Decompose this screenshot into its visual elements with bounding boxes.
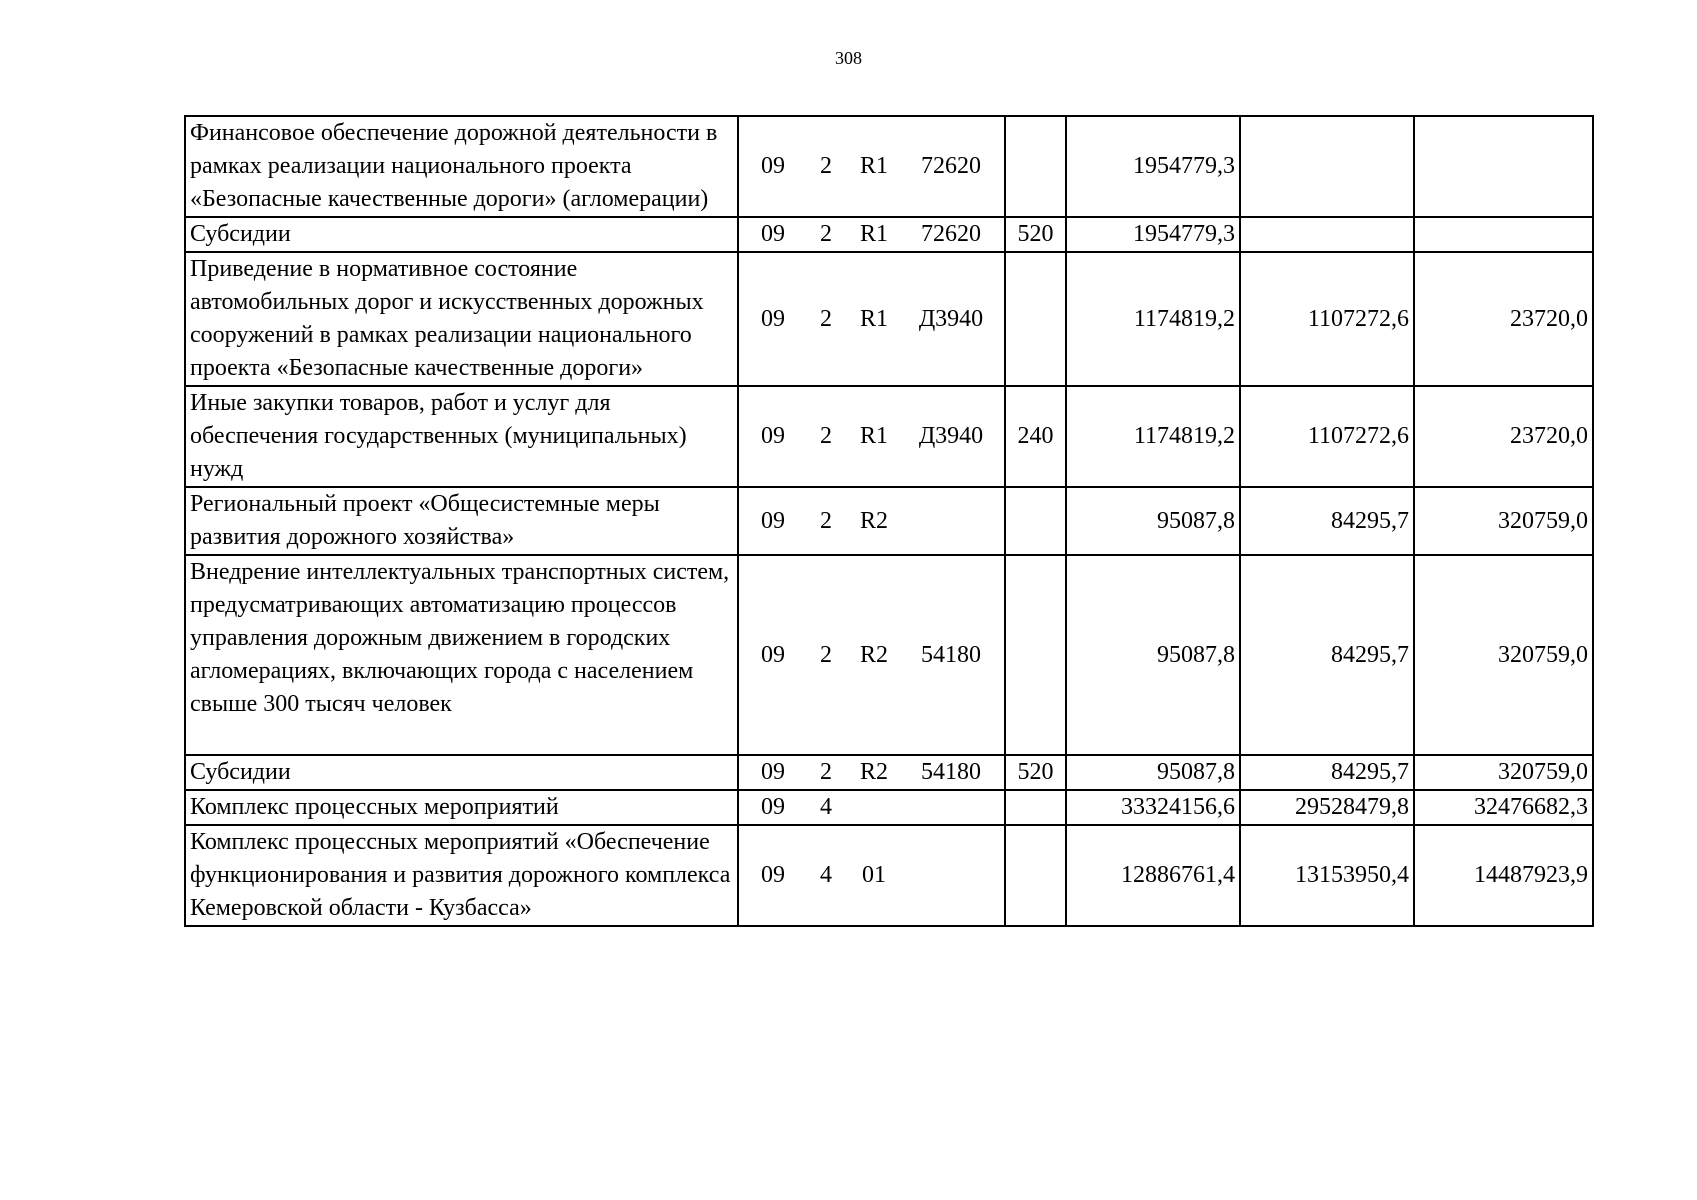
project-code: R1 — [859, 221, 888, 247]
row-codes — [738, 555, 1005, 755]
razdel-code: 09 — [761, 794, 785, 820]
expense-type-code: 520 — [1005, 217, 1066, 252]
amount-year-3: 32476682,3 — [1414, 790, 1593, 825]
project-code: R2 — [859, 507, 888, 534]
direction-code: 54180 — [921, 641, 981, 668]
table-row — [185, 790, 1593, 825]
program-code: 4 — [820, 862, 832, 888]
table-row — [185, 217, 1593, 252]
amount-year-1: 95087,8 — [1066, 487, 1240, 555]
direction-code: Д3940 — [918, 423, 984, 449]
direction-code: 72620 — [921, 153, 981, 179]
row-name: Субсидии — [185, 217, 738, 252]
razdel-code: 09 — [761, 641, 785, 668]
row-name: Комплекс процессных мероприятий — [185, 790, 738, 825]
row-name: Иные закупки товаров, работ и услуг для обеспечения государственных (муниципальных) нужд — [185, 386, 738, 487]
row-name: Комплекс процессных мероприятий «Обеспечение функционирования и развития дорожного комплекса Кемеровской области - Кузбасса» — [185, 825, 738, 926]
row-name: Внедрение интеллектуальных транспортных систем, предусматривающих автоматизацию процессов управления дорожным движением в городских агломерациях, включающих города с населением свыше 300 тысяч человек — [185, 555, 738, 755]
amount-year-3: 320759,0 — [1414, 555, 1593, 755]
table-row — [185, 555, 1593, 755]
program-code: 2 — [820, 221, 832, 247]
expense-type-code — [1005, 790, 1066, 825]
table-row — [185, 386, 1593, 487]
amount-year-2: 1107272,6 — [1240, 386, 1414, 487]
razdel-code: 09 — [761, 423, 785, 449]
amount-year-3 — [1414, 116, 1593, 217]
amount-year-2: 29528479,8 — [1240, 790, 1414, 825]
program-code: 4 — [820, 794, 832, 820]
table-row — [185, 825, 1593, 926]
row-codes — [738, 825, 1005, 926]
expense-type-code — [1005, 252, 1066, 386]
program-code: 2 — [820, 641, 832, 668]
razdel-code: 09 — [761, 221, 785, 247]
amount-year-3: 23720,0 — [1414, 386, 1593, 487]
project-code: R2 — [859, 759, 888, 785]
program-code: 2 — [820, 305, 832, 332]
row-codes — [738, 386, 1005, 487]
budget-table — [184, 115, 1594, 927]
razdel-code: 09 — [761, 153, 785, 179]
amount-year-3: 320759,0 — [1414, 487, 1593, 555]
direction-code: 54180 — [921, 759, 981, 785]
amount-year-1: 1174819,2 — [1066, 252, 1240, 386]
amount-year-2 — [1240, 217, 1414, 252]
expense-type-code — [1005, 487, 1066, 555]
row-name: Финансовое обеспечение дорожной деятельности в рамках реализации национального проекта «Безопасные качественные дороги» (агломерации) — [185, 116, 738, 217]
amount-year-1: 95087,8 — [1066, 755, 1240, 790]
amount-year-1: 95087,8 — [1066, 555, 1240, 755]
row-name: Субсидии — [185, 755, 738, 790]
amount-year-1: 12886761,4 — [1066, 825, 1240, 926]
amount-year-2: 84295,7 — [1240, 555, 1414, 755]
amount-year-2: 1107272,6 — [1240, 252, 1414, 386]
expense-type-code: 520 — [1005, 755, 1066, 790]
amount-year-2: 84295,7 — [1240, 755, 1414, 790]
razdel-code: 09 — [761, 759, 785, 785]
table-row — [185, 487, 1593, 555]
project-code: R2 — [859, 641, 888, 668]
expense-type-code — [1005, 555, 1066, 755]
project-code: R1 — [859, 153, 888, 179]
row-name: Региональный проект «Общесистемные меры развития дорожного хозяйства» — [185, 487, 738, 555]
razdel-code: 09 — [761, 507, 785, 534]
expense-type-code — [1005, 825, 1066, 926]
program-code: 2 — [820, 507, 832, 534]
amount-year-1: 1954779,3 — [1066, 217, 1240, 252]
expense-type-code — [1005, 116, 1066, 217]
program-code: 2 — [820, 423, 832, 449]
amount-year-3: 14487923,9 — [1414, 825, 1593, 926]
table-row — [185, 755, 1593, 790]
program-code: 2 — [820, 153, 832, 179]
razdel-code: 09 — [761, 862, 785, 888]
row-codes — [738, 116, 1005, 217]
row-codes — [738, 755, 1005, 790]
amount-year-3 — [1414, 217, 1593, 252]
project-code: 01 — [862, 862, 886, 888]
row-codes — [738, 487, 1005, 555]
row-codes — [738, 790, 1005, 825]
amount-year-3: 23720,0 — [1414, 252, 1593, 386]
amount-year-2: 84295,7 — [1240, 487, 1414, 555]
page-number: 308 — [835, 48, 862, 68]
expense-type-code: 240 — [1005, 386, 1066, 487]
direction-code: Д3940 — [918, 305, 984, 332]
row-name: Приведение в нормативное состояние автомобильных дорог и искусственных дорожных сооружений в рамках реализации национального проекта «Безопасные качественные дороги» — [185, 252, 738, 386]
amount-year-2: 13153950,4 — [1240, 825, 1414, 926]
row-codes — [738, 217, 1005, 252]
direction-code: 72620 — [921, 221, 981, 247]
amount-year-1: 33324156,6 — [1066, 790, 1240, 825]
amount-year-3: 320759,0 — [1414, 755, 1593, 790]
amount-year-1: 1954779,3 — [1066, 116, 1240, 217]
razdel-code: 09 — [761, 305, 785, 332]
amount-year-1: 1174819,2 — [1066, 386, 1240, 487]
table-row — [185, 252, 1593, 386]
project-code: R1 — [859, 423, 888, 449]
amount-year-2 — [1240, 116, 1414, 217]
table-row — [185, 116, 1593, 217]
program-code: 2 — [820, 759, 832, 785]
row-codes — [738, 252, 1005, 386]
project-code: R1 — [859, 305, 888, 332]
